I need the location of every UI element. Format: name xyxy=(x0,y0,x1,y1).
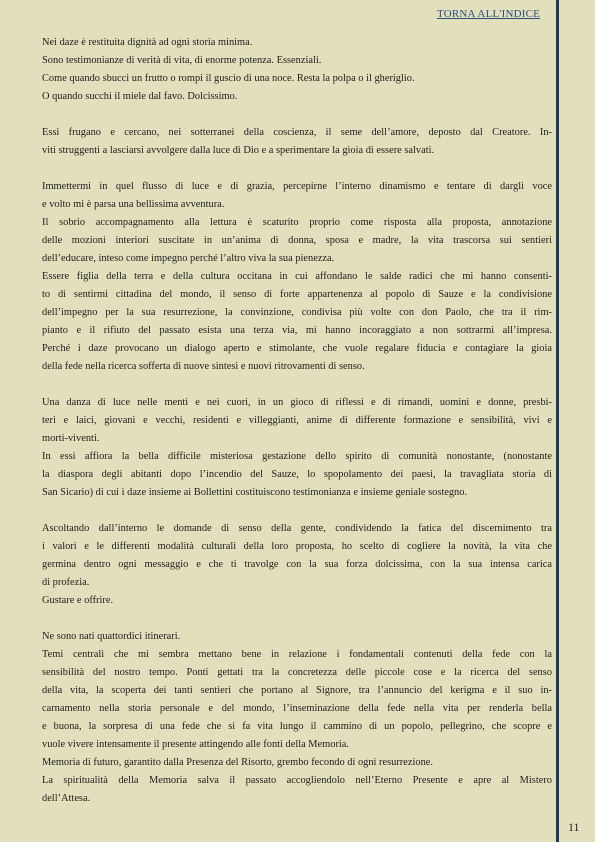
text-line: della fede nella ricerca sofferta di nuove sintesi e nuovi ritrovamenti di senso. xyxy=(42,361,365,372)
text-line: teri e laici, giovani e vecchi, residenti e villeggianti, anime di differente formazione e sensibilità, vivi e xyxy=(42,415,552,426)
paragraph-gap xyxy=(42,502,552,520)
paragraph xyxy=(42,124,552,160)
text-line: San Sicario) di cui i daze insieme ai Bollettini costituiscono testimonianza e insieme geniale sostegno. xyxy=(42,487,468,498)
paragraph xyxy=(42,34,552,106)
paragraph-gap xyxy=(42,106,552,124)
text-line: Gustare e offrire. xyxy=(42,595,114,606)
text-line: Come quando sbucci un frutto o rompi il guscio di una noce. Resta la polpa o il gheriglio. xyxy=(42,73,415,84)
text-line: Nei daze è restituita dignità ad ogni storia minima. xyxy=(42,37,253,48)
paragraph-gap xyxy=(42,160,552,178)
paragraph xyxy=(42,394,552,502)
text-line: carnamento nella storia personale e del mondo, l’inseminazione della fede nella vita per renderla bella xyxy=(42,703,552,714)
right-margin-rule xyxy=(556,0,559,842)
text-line: e buona, la sorpresa di una fede che si fa vita lungo il cammino di un popolo, pellegrino, che scopre e xyxy=(42,721,552,732)
text-line: germina dentro ogni messaggio e che ti travolge con la sua forza dolcissima, con la sua intensa carica xyxy=(42,559,552,570)
text-line: i valori e le differenti modalità culturali della loro proposta, ho scelto di cogliere la novità, la vita che xyxy=(42,541,552,552)
paragraph xyxy=(42,520,552,610)
text-line: vuole vivere intensamente il presente attingendo alle fonti della Memoria. xyxy=(42,739,349,750)
text-line: Temi centrali che mi sembra mettano bene in relazione i fondamentali contenuti della fede con la xyxy=(42,649,552,660)
text-line: to di sentirmi cittadina del mondo, il senso di forte appartenenza al popolo di Sauze e la condivisione xyxy=(42,289,552,300)
paragraph-gap xyxy=(42,610,552,628)
text-line: e volto mi è parsa una bellissima avventura. xyxy=(42,199,225,210)
text-line: Immettermi in quel flusso di luce e di grazia, percepirne l’interno dinamismo e tentare di dargli voce xyxy=(42,181,552,192)
text-line: Il sobrio accompagnamento alla lettura è scaturito proprio come risposta alla proposta, annotazione xyxy=(42,217,552,228)
text-line: sensibilità del nostro tempo. Ponti gettati tra la concretezza delle piccole cose e la ricerca del senso xyxy=(42,667,552,678)
text-line: Essere figlia della terra e della cultura occitana in cui affondano le salde radici che mi hanno consenti- xyxy=(42,271,552,282)
text-line: Una danza di luce nelle menti e nei cuori, in un gioco di riflessi e di rimandi, uomini e donne, presbi- xyxy=(42,397,552,408)
text-line: Perché i daze provocano un dialogo aperto e stimolante, che vuole regalare fiducia e contagiare la gioia xyxy=(42,343,552,354)
text-line: di profezia. xyxy=(42,577,90,588)
text-line: Memoria di futuro, garantito dalla Presenza del Risorto, grembo fecondo di ogni resurrezione. xyxy=(42,757,433,768)
text-line: della vita, la scoperta dei tanti sentieri che portano al Signore, tra l’annuncio del kerigma e il suo in- xyxy=(42,685,552,696)
text-line: delle mozioni interiori suscitate in un’anima di donna, sposa e madre, la vita trascorsa sui sentieri xyxy=(42,235,552,246)
paragraph-gap xyxy=(42,376,552,394)
text-line: La spiritualità della Memoria salva il passato accogliendolo nell’Eterno Presente e apre al Mistero xyxy=(42,775,552,786)
text-line: Ascoltando dall’interno le domande di senso della gente, condividendo la fatica del discernimento tra xyxy=(42,523,552,534)
text-line: Sono testimonianze di verità di vita, di enorme potenza. Essenziali. xyxy=(42,55,322,66)
page-number: 11 xyxy=(568,820,580,834)
paragraph xyxy=(42,628,552,808)
text-line: dell’Attesa. xyxy=(42,793,91,804)
paragraph xyxy=(42,178,552,376)
text-line: dell’impegno per la sua resurrezione, la convinzione, condivisa più volte con don Paolo, che tra il rim- xyxy=(42,307,552,318)
text-line: la diaspora degli abitanti dopo l’incendio del Sauze, lo spopolamento dei paesi, la travagliata storia di xyxy=(42,469,552,480)
text-line: Ne sono nati quattordici itinerari. xyxy=(42,631,181,642)
text-line: morti-viventi. xyxy=(42,433,100,444)
text-line: Essi frugano e cercano, nei sotterranei della coscienza, il seme dell’amore, deposto dal Creatore. In- xyxy=(42,127,552,138)
text-line: viti struggenti a lasciarsi avvolgere dalla luce di Dio e a sperimentare la gioia di essere salvati. xyxy=(42,145,435,156)
text-line: O quando succhi il miele dal favo. Dolcissimo. xyxy=(42,91,238,102)
body-text xyxy=(42,34,552,808)
text-line: In essi affiora la bella difficile misteriosa gestazione dello spirito di comunità nonostante, (nonostante xyxy=(42,451,552,462)
back-to-index-link[interactable]: TORNA ALL'INDICE xyxy=(437,8,541,20)
text-line: dell’educare, inteso come impegno perché l’altro viva la sua pienezza. xyxy=(42,253,335,264)
text-line: pianto e il rifiuto del passato esista una terza via, mi hanno incoraggiato a non sottrarmi all’impresa. xyxy=(42,325,552,336)
